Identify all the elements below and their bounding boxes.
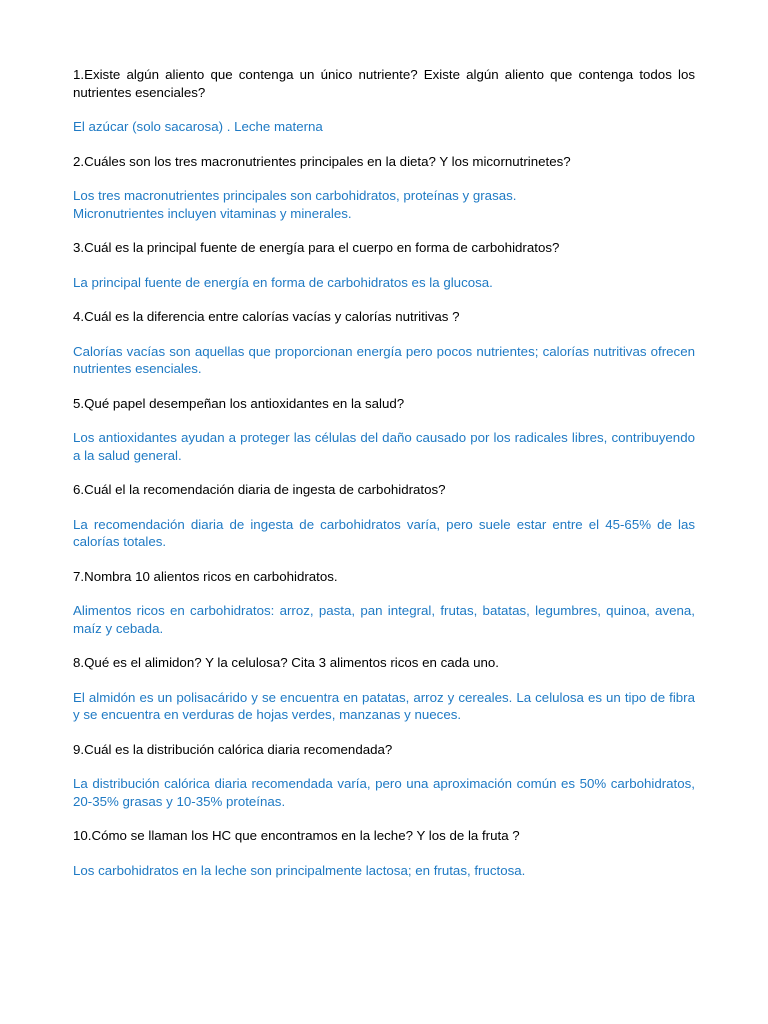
answer-3	[73, 274, 695, 292]
question-7: 7.Nombra 10 alientos ricos en carbohidratos.	[73, 568, 338, 584]
qa-item-2	[73, 153, 695, 223]
question-1: 1.Existe algún aliento que contenga un único nutriente? Existe algún aliento que contenga todos los nutrientes esenciales?	[73, 67, 695, 100]
answer-7-line-1: Alimentos ricos en carbohidratos: arroz, pasta, pan integral, frutas, batatas, legumbres, quinoa, avena, maíz y cebada.	[73, 603, 695, 636]
answer-5	[73, 429, 695, 464]
answer-8-line-1: El almidón es un polisacárido y se encuentra en patatas, arroz y cereales. La celulosa es un tipo de fibra y se encuentra en verduras de hojas verdes, manzanas y nueces.	[73, 689, 695, 722]
question-3: 3.Cuál es la principal fuente de energía para el cuerpo en forma de carbohidratos?	[73, 240, 560, 255]
answer-1-line-1: El azúcar (solo sacarosa) . Leche materna	[73, 119, 323, 134]
qa-item-9	[73, 741, 695, 811]
answer-2-line-2: Micronutrientes incluyen vitaminas y minerales.	[73, 205, 352, 221]
qa-item-1	[73, 66, 695, 136]
question-9: 9.Cuál es la distribución calórica diaria recomendada?	[73, 741, 393, 757]
answer-10-line-1: Los carbohidratos en la leche son principalmente lactosa; en frutas, fructosa.	[73, 862, 526, 878]
answer-9	[73, 775, 695, 810]
question-6: 6.Cuál el la recomendación diaria de ingesta de carbohidratos?	[73, 482, 446, 497]
answer-6-line-1: La recomendación diaria de ingesta de carbohidratos varía, pero suele estar entre el 45-65% de las calorías totales.	[73, 516, 695, 549]
qa-item-10	[73, 827, 695, 879]
question-8: 8.Qué es el alimidon? Y la celulosa? Cita 3 alimentos ricos en cada uno.	[73, 655, 500, 670]
question-4: 4.Cuál es la diferencia entre calorías vacías y calorías nutritivas ?	[73, 309, 460, 324]
answer-10	[73, 862, 695, 880]
qa-item-7	[73, 568, 695, 638]
answer-6	[73, 516, 695, 551]
qa-item-3	[73, 239, 695, 291]
document-page	[73, 66, 695, 896]
answer-2-line-1: Los tres macronutrientes principales son carbohidratos, proteínas y grasas.	[73, 188, 517, 203]
qa-item-8	[73, 654, 695, 724]
qa-item-6	[73, 481, 695, 551]
qa-item-5	[73, 395, 695, 465]
answer-9-line-1: La distribución calórica diaria recomendada varía, pero una aproximación común es 50% carbohidratos, 20-35% grasas y 10-35% proteínas.	[73, 776, 695, 809]
answer-7	[73, 602, 695, 637]
question-2: 2.Cuáles son los tres macronutrientes principales en la dieta? Y los micornutrinetes?	[73, 153, 571, 169]
answer-1	[73, 118, 695, 136]
answer-4-line-1: Calorías vacías son aquellas que proporcionan energía pero pocos nutrientes; calorías nutritivas ofrecen nutrientes esenciales.	[73, 343, 695, 376]
answer-2	[73, 187, 695, 222]
qa-item-4	[73, 308, 695, 378]
answer-5-line-1: Los antioxidantes ayudan a proteger las células del daño causado por los radicales libres, contribuyendo a la salud general.	[73, 430, 695, 463]
answer-4	[73, 343, 695, 378]
question-10: 10.Cómo se llaman los HC que encontramos en la leche? Y los de la fruta ?	[73, 828, 520, 843]
question-5: 5.Qué papel desempeñan los antioxidantes en la salud?	[73, 395, 405, 411]
answer-3-line-1: La principal fuente de energía en forma de carbohidratos es la glucosa.	[73, 274, 493, 290]
answer-8	[73, 689, 695, 724]
